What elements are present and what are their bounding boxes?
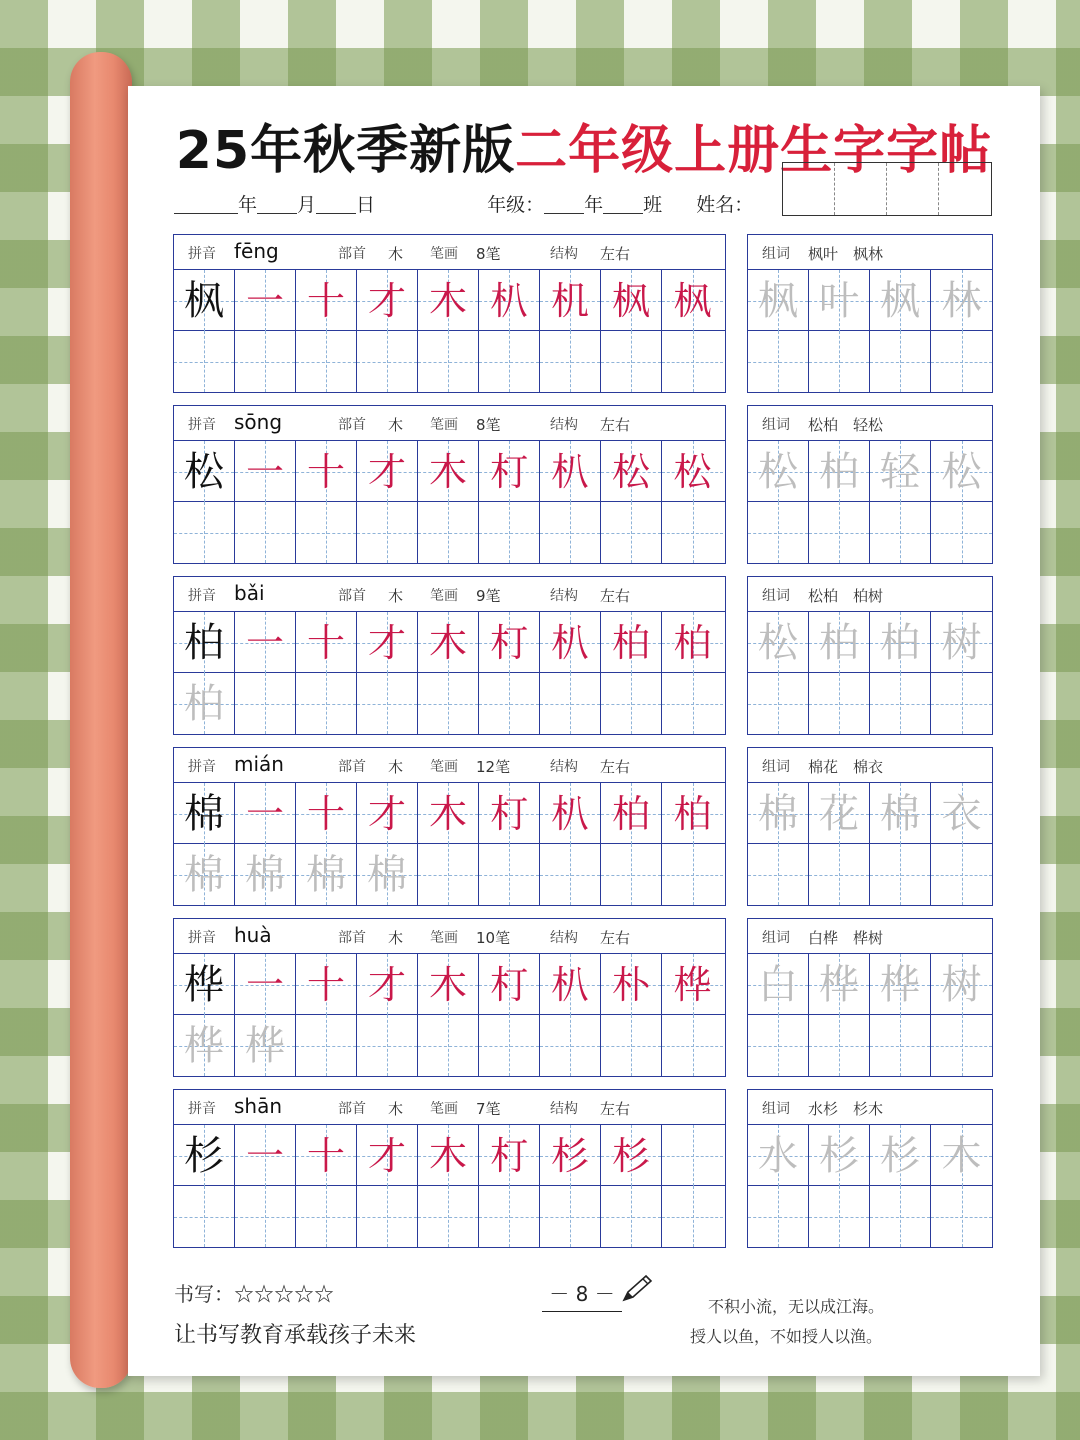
stroke-step-cell[interactable]: 朾 (479, 441, 540, 502)
radical-label: 部首 (338, 759, 366, 775)
words-block-1 (747, 405, 993, 564)
word-cell[interactable] (931, 1186, 992, 1247)
words-value: 水杉 杉木 (808, 1100, 884, 1118)
word-cell[interactable] (809, 502, 870, 563)
main-char-cell[interactable]: 棉 (174, 783, 235, 844)
practice-cell[interactable] (357, 1015, 418, 1076)
word-cell[interactable]: 轻 (870, 441, 931, 502)
structure-value: 左右 (600, 245, 631, 263)
word-cell[interactable] (870, 502, 931, 563)
radical-label: 部首 (338, 588, 366, 604)
words-value: 松柏 轻松 (808, 416, 884, 434)
char-block-5 (173, 1089, 726, 1248)
strokes-value: 8笔 (476, 416, 501, 434)
words-trace-row (748, 441, 992, 502)
word-cell[interactable] (870, 1015, 931, 1076)
words-label: 组词 (762, 1101, 790, 1117)
word-cell[interactable]: 树 (931, 612, 992, 673)
practice-cell[interactable] (479, 1015, 540, 1076)
stroke-step-cell[interactable]: 朳 (479, 270, 540, 331)
words-block-0 (747, 234, 993, 393)
grade-year-blank[interactable] (544, 196, 584, 214)
word-cell[interactable]: 枫 (870, 270, 931, 331)
pen-icon (620, 1274, 654, 1304)
stroke-step-cell[interactable]: 一 (235, 954, 296, 1015)
char-header (174, 1090, 725, 1125)
pinyin-label: 拼音 (188, 930, 216, 946)
word-cell[interactable]: 松 (748, 612, 809, 673)
word-cell[interactable] (809, 331, 870, 392)
words-header (748, 748, 992, 783)
main-char-cell[interactable]: 桦 (174, 954, 235, 1015)
char-header (174, 919, 725, 954)
stroke-row (174, 783, 725, 844)
radical-label: 部首 (338, 246, 366, 262)
words-block-2 (747, 576, 993, 735)
stroke-step-cell[interactable]: 一 (235, 1125, 296, 1186)
practice-cell[interactable] (662, 1015, 723, 1076)
word-cell[interactable]: 杉 (870, 1125, 931, 1186)
words-label: 组词 (762, 246, 790, 262)
practice-row (174, 502, 725, 563)
pinyin-label: 拼音 (188, 246, 216, 262)
structure-value: 左右 (600, 1100, 631, 1118)
word-cell[interactable] (870, 844, 931, 905)
practice-cell[interactable] (479, 331, 540, 392)
words-header (748, 1090, 992, 1125)
radical-value: 木 (388, 1100, 404, 1118)
stroke-step-cell[interactable]: 松 (601, 441, 662, 502)
grade-class-blank[interactable] (603, 196, 643, 214)
practice-cell[interactable]: 柏 (174, 673, 235, 734)
words-value: 白桦 桦树 (808, 929, 884, 947)
stroke-step-cell[interactable]: 机 (540, 270, 601, 331)
title-red-part: 二年级上册生字字帖 (515, 121, 993, 181)
strokes-value: 10笔 (476, 929, 511, 947)
structure-value: 左右 (600, 758, 631, 776)
strokes-value: 9笔 (476, 587, 501, 605)
words-practice-row (748, 673, 992, 734)
words-trace-row (748, 270, 992, 331)
practice-cell[interactable] (479, 673, 540, 734)
word-cell[interactable]: 叶 (809, 270, 870, 331)
practice-cell[interactable] (479, 844, 540, 905)
stroke-step-cell[interactable]: 朳 (540, 954, 601, 1015)
word-cell[interactable] (748, 331, 809, 392)
word-cell[interactable] (870, 331, 931, 392)
char-block-1 (173, 405, 726, 564)
word-cell[interactable] (931, 1015, 992, 1076)
structure-label: 结构 (550, 930, 578, 946)
main-char-cell[interactable]: 松 (174, 441, 235, 502)
stroke-step-cell[interactable]: 木 (418, 441, 479, 502)
word-cell[interactable]: 棉 (748, 783, 809, 844)
practice-cell[interactable] (296, 1186, 357, 1247)
word-cell[interactable] (809, 673, 870, 734)
practice-cell[interactable] (601, 844, 662, 905)
worksheet-page (128, 86, 1040, 1376)
practice-cell[interactable] (296, 1015, 357, 1076)
pinyin-label: 拼音 (188, 417, 216, 433)
words-label: 组词 (762, 588, 790, 604)
char-header (174, 406, 725, 441)
strokes-label: 笔画 (430, 588, 458, 604)
words-block-5 (747, 1089, 993, 1248)
practice-cell[interactable]: 棉 (296, 844, 357, 905)
pinyin-value: fēng (234, 239, 279, 263)
stroke-step-cell[interactable]: 十 (296, 270, 357, 331)
word-cell[interactable]: 柏 (809, 612, 870, 673)
char-block-2 (173, 576, 726, 735)
pinyin-label: 拼音 (188, 588, 216, 604)
stroke-step-cell[interactable] (662, 1125, 723, 1186)
practice-cell[interactable] (357, 673, 418, 734)
structure-value: 左右 (600, 587, 631, 605)
stroke-step-cell[interactable]: 朳 (540, 441, 601, 502)
stroke-step-cell[interactable]: 朳 (540, 612, 601, 673)
practice-cell[interactable] (174, 331, 235, 392)
practice-cell[interactable]: 桦 (235, 1015, 296, 1076)
stroke-step-cell[interactable]: 松 (662, 441, 723, 502)
practice-cell[interactable] (357, 502, 418, 563)
practice-cell[interactable] (662, 673, 723, 734)
radical-label: 部首 (338, 930, 366, 946)
practice-cell[interactable] (540, 1186, 601, 1247)
stroke-step-cell[interactable]: 桦 (662, 954, 723, 1015)
day-blank[interactable] (316, 196, 356, 214)
practice-cell[interactable] (662, 502, 723, 563)
word-cell[interactable]: 枫 (748, 270, 809, 331)
practice-row (174, 673, 725, 734)
char-header (174, 748, 725, 783)
stroke-step-cell[interactable]: 杉 (601, 1125, 662, 1186)
stroke-step-cell[interactable]: 才 (357, 441, 418, 502)
char-block-3 (173, 747, 726, 906)
word-cell[interactable] (870, 1186, 931, 1247)
binder-spine (70, 52, 132, 1388)
stroke-step-cell[interactable]: 朾 (479, 612, 540, 673)
word-cell[interactable]: 松 (748, 441, 809, 502)
words-block-4 (747, 918, 993, 1077)
word-cell[interactable]: 桦 (809, 954, 870, 1015)
pinyin-value: sōng (234, 410, 283, 434)
stroke-step-cell[interactable]: 才 (357, 954, 418, 1015)
words-label: 组词 (762, 930, 790, 946)
stroke-step-cell[interactable]: 朳 (540, 783, 601, 844)
stroke-step-cell[interactable]: 朴 (601, 954, 662, 1015)
word-cell[interactable]: 花 (809, 783, 870, 844)
radical-value: 木 (388, 245, 404, 263)
stroke-step-cell[interactable]: 柏 (662, 612, 723, 673)
stroke-step-cell[interactable]: 十 (296, 1125, 357, 1186)
practice-cell[interactable]: 棉 (235, 844, 296, 905)
practice-cell[interactable] (235, 1186, 296, 1247)
practice-cell[interactable] (540, 1015, 601, 1076)
word-cell[interactable]: 桦 (870, 954, 931, 1015)
practice-cell[interactable]: 桦 (174, 1015, 235, 1076)
words-header (748, 235, 992, 270)
quote-2: 授人以鱼，不如授人以渔。 (690, 1327, 883, 1346)
words-practice-row (748, 1015, 992, 1076)
practice-cell[interactable] (418, 331, 479, 392)
practice-cell[interactable] (296, 502, 357, 563)
stroke-step-cell[interactable]: 柏 (601, 612, 662, 673)
word-cell[interactable] (870, 673, 931, 734)
stroke-step-cell[interactable]: 木 (418, 1125, 479, 1186)
practice-cell[interactable] (357, 1186, 418, 1247)
stroke-step-cell[interactable]: 朾 (479, 954, 540, 1015)
radical-label: 部首 (338, 1101, 366, 1117)
practice-cell[interactable] (174, 502, 235, 563)
stroke-step-cell[interactable]: 一 (235, 783, 296, 844)
practice-cell[interactable] (540, 331, 601, 392)
quote-1: 不积小流，无以成江海。 (708, 1297, 885, 1316)
structure-label: 结构 (550, 246, 578, 262)
words-value: 棉花 棉衣 (808, 758, 884, 776)
pinyin-value: huà (234, 923, 272, 947)
word-cell[interactable] (748, 1186, 809, 1247)
stroke-row (174, 612, 725, 673)
word-cell[interactable] (931, 502, 992, 563)
words-header (748, 577, 992, 612)
stroke-step-cell[interactable]: 才 (357, 783, 418, 844)
word-cell[interactable]: 杉 (809, 1125, 870, 1186)
practice-cell[interactable] (601, 1186, 662, 1247)
strokes-label: 笔画 (430, 759, 458, 775)
structure-value: 左右 (600, 416, 631, 434)
stroke-step-cell[interactable]: 朾 (479, 783, 540, 844)
strokes-label: 笔画 (430, 246, 458, 262)
quotes (690, 1292, 884, 1352)
stroke-step-cell[interactable]: 一 (235, 441, 296, 502)
stroke-step-cell[interactable]: 才 (357, 612, 418, 673)
radical-value: 木 (388, 416, 404, 434)
strokes-value: 7笔 (476, 1100, 501, 1118)
main-char-cell[interactable]: 柏 (174, 612, 235, 673)
name-label: 姓名： (696, 194, 754, 216)
word-cell[interactable]: 柏 (809, 441, 870, 502)
name-boxes[interactable] (782, 162, 992, 216)
year-blank[interactable] (174, 196, 238, 214)
practice-cell[interactable] (296, 331, 357, 392)
practice-row (174, 1015, 725, 1076)
words-label: 组词 (762, 417, 790, 433)
stroke-step-cell[interactable]: 十 (296, 954, 357, 1015)
stroke-row (174, 954, 725, 1015)
strokes-label: 笔画 (430, 930, 458, 946)
word-cell[interactable] (809, 844, 870, 905)
word-cell[interactable] (748, 502, 809, 563)
practice-cell[interactable] (662, 331, 723, 392)
words-header (748, 406, 992, 441)
pinyin-label: 拼音 (188, 1101, 216, 1117)
word-cell[interactable] (931, 844, 992, 905)
strokes-value: 12笔 (476, 758, 511, 776)
words-header (748, 919, 992, 954)
radical-value: 木 (388, 587, 404, 605)
main-char-cell[interactable]: 杉 (174, 1125, 235, 1186)
words-trace-row (748, 612, 992, 673)
radical-label: 部首 (338, 417, 366, 433)
words-practice-row (748, 1186, 992, 1247)
practice-cell[interactable] (662, 1186, 723, 1247)
stroke-step-cell[interactable]: 木 (418, 612, 479, 673)
practice-row (174, 331, 725, 392)
practice-cell[interactable] (540, 502, 601, 563)
word-cell[interactable]: 水 (748, 1125, 809, 1186)
words-value: 松柏 柏树 (808, 587, 884, 605)
practice-cell[interactable] (357, 331, 418, 392)
practice-row (174, 844, 725, 905)
month-blank[interactable] (257, 196, 297, 214)
stroke-step-cell[interactable]: 十 (296, 441, 357, 502)
practice-cell[interactable] (296, 673, 357, 734)
stroke-step-cell[interactable]: 柏 (662, 783, 723, 844)
stroke-step-cell[interactable]: 枫 (662, 270, 723, 331)
words-label: 组词 (762, 759, 790, 775)
word-cell[interactable] (809, 1186, 870, 1247)
pinyin-value: mián (234, 752, 284, 776)
practice-cell[interactable] (601, 331, 662, 392)
structure-label: 结构 (550, 1101, 578, 1117)
stroke-row (174, 441, 725, 502)
stroke-step-cell[interactable]: 一 (235, 270, 296, 331)
word-cell[interactable] (931, 673, 992, 734)
main-char-cell[interactable]: 枫 (174, 270, 235, 331)
strokes-label: 笔画 (430, 417, 458, 433)
stroke-step-cell[interactable]: 木 (418, 954, 479, 1015)
pinyin-value: bǎi (234, 581, 265, 605)
practice-cell[interactable] (479, 502, 540, 563)
practice-cell[interactable]: 棉 (357, 844, 418, 905)
stroke-step-cell[interactable]: 十 (296, 612, 357, 673)
char-header (174, 577, 725, 612)
pinyin-label: 拼音 (188, 759, 216, 775)
word-cell[interactable]: 白 (748, 954, 809, 1015)
char-header (174, 235, 725, 270)
practice-cell[interactable] (540, 673, 601, 734)
stroke-row (174, 270, 725, 331)
practice-cell[interactable] (601, 1015, 662, 1076)
structure-label: 结构 (550, 759, 578, 775)
practice-cell[interactable] (601, 673, 662, 734)
word-cell[interactable]: 林 (931, 270, 992, 331)
words-practice-row (748, 844, 992, 905)
strokes-label: 笔画 (430, 1101, 458, 1117)
stroke-step-cell[interactable]: 枫 (601, 270, 662, 331)
practice-cell[interactable] (418, 844, 479, 905)
page-number: － 8 － (542, 1278, 622, 1312)
pinyin-value: shān (234, 1094, 283, 1118)
word-cell[interactable]: 棉 (870, 783, 931, 844)
word-cell[interactable] (931, 331, 992, 392)
practice-cell[interactable] (174, 1186, 235, 1247)
practice-row (174, 1186, 725, 1247)
words-trace-row (748, 783, 992, 844)
strokes-value: 8笔 (476, 245, 501, 263)
words-practice-row (748, 502, 992, 563)
slogan: 让书写教育承载孩子未来 (174, 1323, 417, 1348)
words-trace-row (748, 1125, 992, 1186)
stroke-row (174, 1125, 725, 1186)
practice-cell[interactable] (540, 844, 601, 905)
stroke-step-cell[interactable]: 才 (357, 270, 418, 331)
word-cell[interactable]: 木 (931, 1125, 992, 1186)
info-line: 年 月 日 年级： 年 班 姓名： (174, 190, 753, 217)
word-cell[interactable]: 树 (931, 954, 992, 1015)
stroke-step-cell[interactable]: 木 (418, 270, 479, 331)
practice-cell[interactable] (235, 673, 296, 734)
stroke-step-cell[interactable]: 朾 (479, 1125, 540, 1186)
stroke-step-cell[interactable]: 才 (357, 1125, 418, 1186)
word-cell[interactable]: 松 (931, 441, 992, 502)
practice-cell[interactable] (418, 502, 479, 563)
practice-cell[interactable] (235, 331, 296, 392)
char-block-4 (173, 918, 726, 1077)
structure-label: 结构 (550, 588, 578, 604)
practice-cell[interactable] (418, 1015, 479, 1076)
grade-label: 年级： (487, 194, 545, 216)
practice-cell[interactable] (662, 844, 723, 905)
word-cell[interactable]: 柏 (870, 612, 931, 673)
structure-value: 左右 (600, 929, 631, 947)
stroke-step-cell[interactable]: 杉 (540, 1125, 601, 1186)
rating-stars: 书写：☆☆☆☆☆ (174, 1282, 334, 1306)
stroke-step-cell[interactable]: 十 (296, 783, 357, 844)
word-cell[interactable] (809, 1015, 870, 1076)
radical-value: 木 (388, 758, 404, 776)
practice-cell[interactable] (479, 1186, 540, 1247)
word-cell[interactable]: 衣 (931, 783, 992, 844)
practice-cell[interactable] (418, 1186, 479, 1247)
word-cell[interactable] (748, 844, 809, 905)
radical-value: 木 (388, 929, 404, 947)
word-cell[interactable] (748, 673, 809, 734)
practice-cell[interactable] (601, 502, 662, 563)
practice-cell[interactable] (235, 502, 296, 563)
words-practice-row (748, 331, 992, 392)
word-cell[interactable] (748, 1015, 809, 1076)
practice-cell[interactable] (418, 673, 479, 734)
stroke-step-cell[interactable]: 木 (418, 783, 479, 844)
stroke-step-cell[interactable]: 一 (235, 612, 296, 673)
char-block-0 (173, 234, 726, 393)
stroke-step-cell[interactable]: 柏 (601, 783, 662, 844)
structure-label: 结构 (550, 417, 578, 433)
title-black-part: 25年秋季新版 (175, 121, 516, 181)
practice-cell[interactable]: 棉 (174, 844, 235, 905)
words-block-3 (747, 747, 993, 906)
words-value: 枫叶 枫林 (808, 245, 884, 263)
words-trace-row (748, 954, 992, 1015)
